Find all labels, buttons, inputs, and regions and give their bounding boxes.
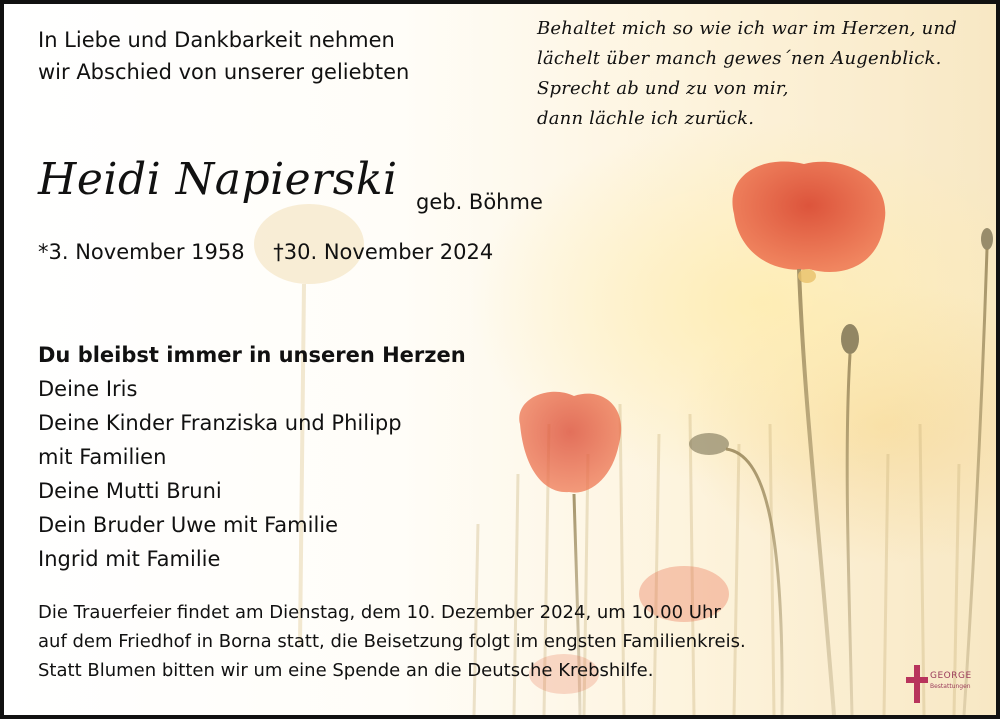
- mourner-line: Deine Kinder Franziska und Philipp: [38, 411, 402, 435]
- notice-line: Die Trauerfeier findet am Dienstag, dem 10. Dezember 2024, um 10.00 Uhr: [38, 602, 721, 623]
- funeral-notice: [38, 598, 746, 685]
- poem-line: Sprecht ab und zu von mir,: [537, 78, 789, 99]
- logo-name: GEORGE: [930, 671, 972, 681]
- intro-line: In Liebe und Dankbarkeit nehmen: [38, 28, 395, 52]
- poem-line: dann lächle ich zurück.: [537, 108, 755, 129]
- poem-line: lächelt über manch gewes´nen Augenblick.: [537, 48, 942, 69]
- mourner-line: mit Familien: [38, 445, 167, 469]
- deceased-name: Heidi Napierski: [38, 154, 398, 205]
- mourner-line: Dein Bruder Uwe mit Familie: [38, 513, 339, 537]
- death-date: †30. November 2024: [273, 240, 494, 264]
- notice-line: Statt Blumen bitten wir um eine Spende an die Deutsche Krebshilfe.: [38, 660, 654, 681]
- intro-line: wir Abschied von unserer geliebten: [38, 60, 410, 84]
- birth-name: geb. Böhme: [416, 190, 543, 214]
- birth-date: *3. November 1958: [38, 240, 245, 264]
- life-dates: [38, 240, 515, 264]
- intro-text: [38, 24, 409, 88]
- mourners-lead: Du bleibst immer in unseren Herzen: [38, 343, 466, 367]
- mourner-line: Deine Mutti Bruni: [38, 479, 222, 503]
- mourners-list: [38, 338, 466, 576]
- logo-subtitle: Bestattungen: [930, 683, 971, 690]
- poem-line: Behaltet mich so wie ich war im Herzen, und: [537, 18, 957, 39]
- mourner-line: Ingrid mit Familie: [38, 547, 221, 571]
- poem: [537, 14, 957, 134]
- notice-line: auf dem Friedhof in Borna statt, die Beisetzung folgt im engsten Familienkreis.: [38, 631, 746, 652]
- mourner-line: Deine Iris: [38, 377, 138, 401]
- cross-icon: [906, 663, 928, 705]
- funeral-home-logo: [906, 663, 984, 705]
